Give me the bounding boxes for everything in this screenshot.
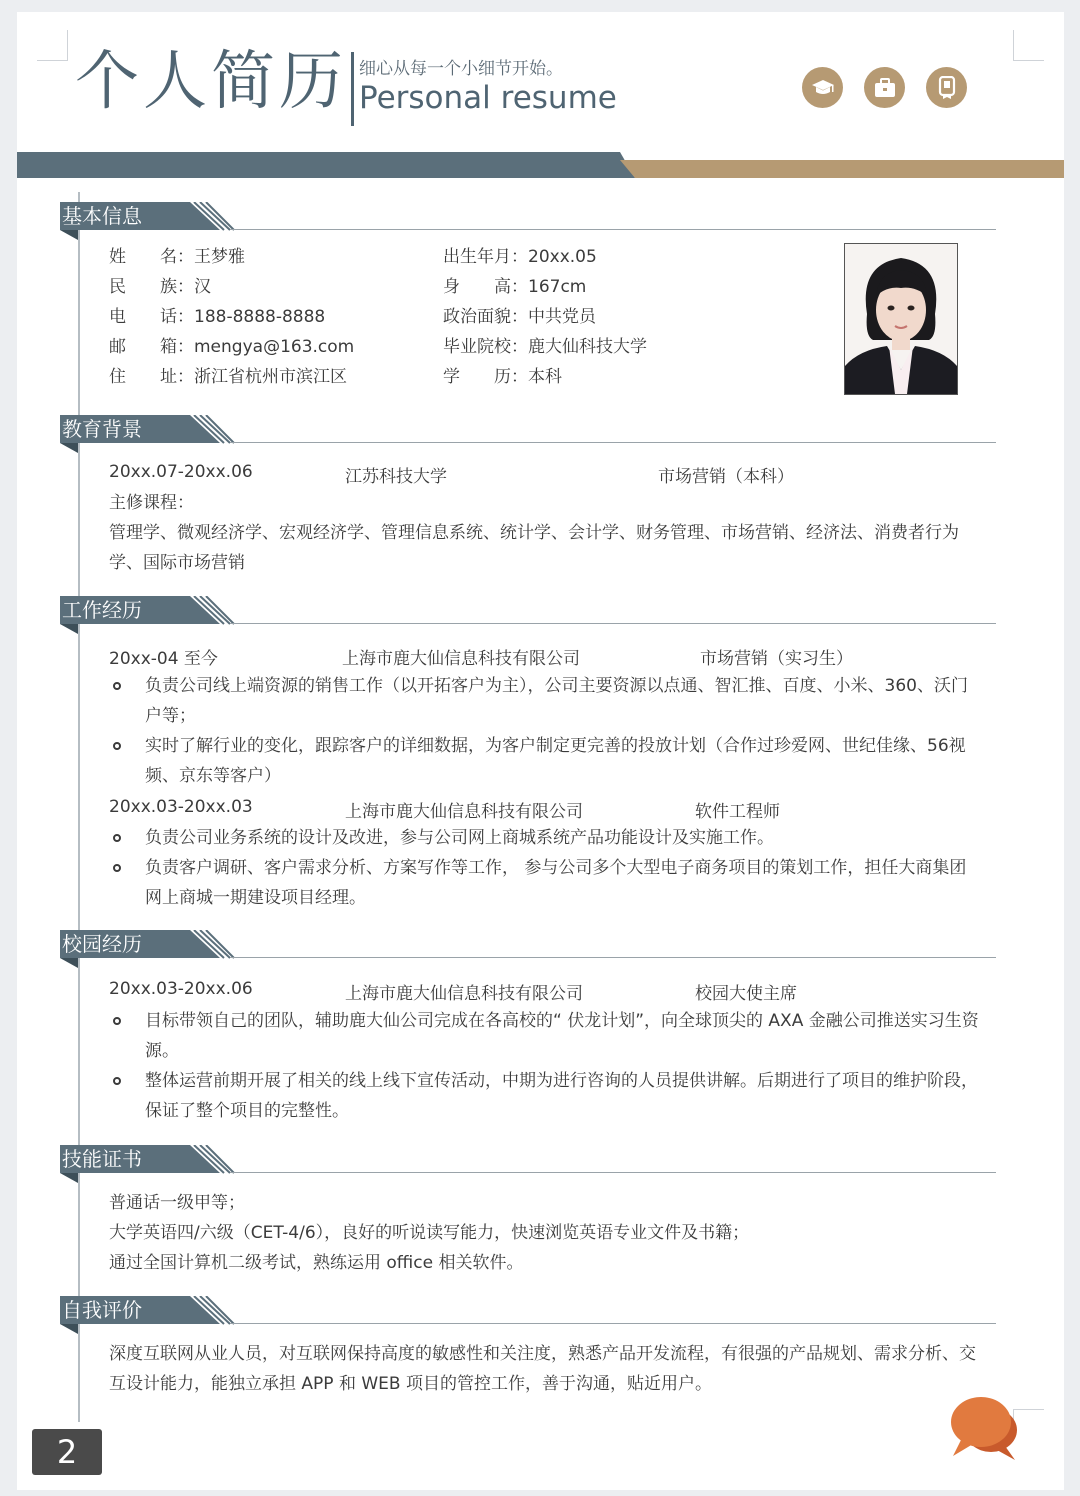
job-company: 上海市鹿大仙信息科技有限公司 xyxy=(342,649,580,669)
section-rule xyxy=(230,229,996,230)
section-rule xyxy=(230,623,996,624)
page-subtitle: 细心从每一个小细节开始。 xyxy=(359,59,563,79)
briefcase-icon xyxy=(864,67,905,108)
education-major: 市场营销（本科） xyxy=(658,467,794,487)
education-period: 20xx.07-20xx.06 xyxy=(109,462,253,482)
courses-list: 管理学、微观经济学、宏观经济学、管理信息系统、统计学、会计学、财务管理、市场营销、经济法、消费者行为学、国际市场营销 xyxy=(109,523,959,573)
page-number-badge: 2 xyxy=(32,1429,102,1475)
info-height: 身 高：167cm xyxy=(443,277,587,297)
campus-company: 上海市鹿大仙信息科技有限公司 xyxy=(345,984,583,1004)
section-title: 基本信息 xyxy=(62,204,142,228)
info-school: 毕业院校：鹿大仙科技大学 xyxy=(443,337,647,357)
campus-section xyxy=(60,930,996,958)
campus-bullet: 目标带领自己的团队，辅助鹿大仙公司完成在各高校的“ 伏龙计划”，向全球顶尖的 AXA 金融公司推送实习生资源。 xyxy=(109,1006,979,1066)
section-title: 教育背景 xyxy=(62,417,142,441)
section-rule xyxy=(230,1172,996,1173)
certificate-icon xyxy=(926,67,967,108)
section-title: 技能证书 xyxy=(62,1147,142,1171)
header-banner xyxy=(17,152,1064,178)
section-rule xyxy=(230,957,996,958)
info-ethnicity: 民 族：汉 xyxy=(109,277,211,297)
title-divider xyxy=(351,52,354,126)
self-evaluation-section xyxy=(60,1296,996,1324)
info-birth: 出生年月：20xx.05 xyxy=(443,247,597,267)
section-title: 校园经历 xyxy=(62,932,142,956)
profile-photo xyxy=(844,243,958,395)
education-school: 江苏科技大学 xyxy=(345,467,447,487)
job-period: 20xx-04 至今 xyxy=(109,649,218,669)
page-title: 个人简历 xyxy=(75,45,347,119)
info-degree: 学 历：本科 xyxy=(443,367,562,387)
self-evaluation-text: 深度互联网从业人员，对互联网保持高度的敏感性和关注度，熟悉产品开发流程，有很强的产品规划、需求分析、交互设计能力，能独立承担 APP 和 WEB 项目的管控工作，善于沟通，贴近用户。 xyxy=(109,1344,976,1394)
chat-bubble-icon[interactable] xyxy=(945,1390,1021,1466)
section-rule xyxy=(230,1323,996,1324)
info-email: 邮 箱：mengya@163.com xyxy=(109,337,355,357)
basic-info-section xyxy=(60,202,996,230)
job-period: 20xx.03-20xx.03 xyxy=(109,797,253,817)
header-icons xyxy=(802,67,967,108)
job-role: 市场营销（实习生） xyxy=(700,649,853,669)
section-title: 工作经历 xyxy=(62,598,142,622)
job-role: 软件工程师 xyxy=(695,802,780,822)
skills-section xyxy=(60,1145,996,1173)
english-title: Personal resume xyxy=(359,80,617,116)
campus-bullet: 整体运营前期开展了相关的线上线下宣传活动，中期为进行咨询的人员提供讲解。后期进行了项目的维护阶段，保证了整个项目的完整性。 xyxy=(109,1066,979,1126)
timeline-line xyxy=(78,192,80,1422)
job-bullet: 负责客户调研、客户需求分析、方案写作等工作， 参与公司多个大型电子商务项目的策划工作，担任大商集团网上商城一期建设项目经理。 xyxy=(109,853,979,913)
info-address: 住 址：浙江省杭州市滨江区 xyxy=(109,367,347,387)
corner-mark xyxy=(37,30,68,61)
resume-page xyxy=(17,12,1064,1490)
skill-line: 普通话一级甲等； xyxy=(109,1193,245,1213)
info-political: 政治面貌：中共党员 xyxy=(443,307,596,327)
corner-mark xyxy=(1013,30,1044,61)
job-bullet: 负责公司线上端资源的销售工作（以开拓客户为主），公司主要资源以点通、智汇推、百度、小米、360、沃门户等； xyxy=(109,671,979,731)
skill-line: 大学英语四/六级（CET-4/6），良好的听说读写能力，快速浏览英语专业文件及书籍； xyxy=(109,1223,750,1243)
info-phone: 电 话：188-8888-8888 xyxy=(109,307,326,327)
job-bullet: 负责公司业务系统的设计及改进，参与公司网上商城系统产品功能设计及实施工作。 xyxy=(109,823,979,853)
campus-period: 20xx.03-20xx.06 xyxy=(109,979,253,999)
graduation-cap-icon xyxy=(802,67,843,108)
campus-role: 校园大使主席 xyxy=(695,984,797,1004)
skill-line: 通过全国计算机二级考试，熟练运用 office 相关软件。 xyxy=(109,1253,524,1273)
education-section xyxy=(60,415,996,443)
work-section xyxy=(60,596,996,624)
job-company: 上海市鹿大仙信息科技有限公司 xyxy=(345,802,583,822)
section-rule xyxy=(230,442,996,443)
job-bullet: 实时了解行业的变化，跟踪客户的详细数据，为客户制定更完善的投放计划（合作过珍爱网、世纪佳缘、56视频、京东等客户） xyxy=(109,731,979,791)
info-name: 姓 名：王梦雅 xyxy=(109,247,245,267)
courses-label: 主修课程： xyxy=(109,493,194,513)
section-title: 自我评价 xyxy=(62,1298,142,1322)
